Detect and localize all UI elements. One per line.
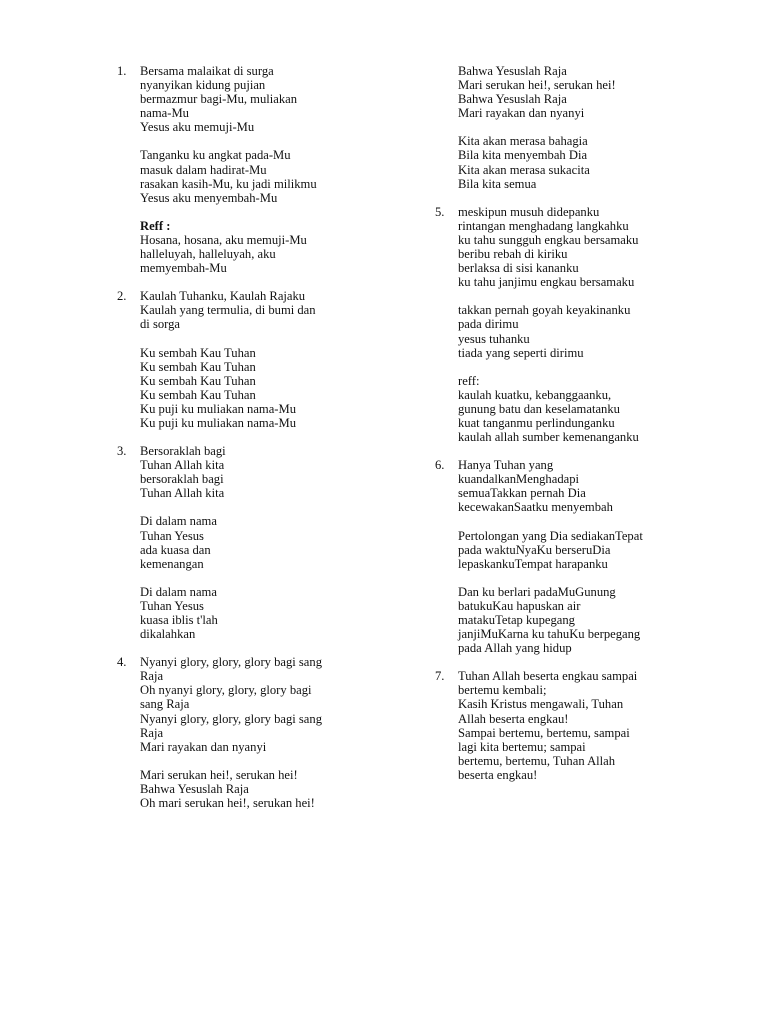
lyric-line: Ku sembah Kau Tuhan [140,359,256,374]
lyric-line: Tuhan Yesus [140,598,204,613]
refrain-label: Reff : [140,218,171,233]
refrain-label: reff: [458,373,480,388]
lyric-line: Dan ku berlari padaMuGunung [458,584,616,599]
lyric-line: Ku sembah Kau Tuhan [140,387,256,402]
lyric-line: Mari rayakan dan nyanyi [140,739,267,754]
lyric-line: meskipun musuh didepanku [458,204,600,219]
lyric-line: Yesus aku menyembah-Mu [140,190,278,205]
stanza [458,303,721,359]
song-3 [113,444,403,641]
lyric-line: Mari serukan hei!, serukan hei! [458,78,616,93]
lyric-line: ku tahu sungguh engkau bersamaku [458,232,639,247]
lyric-line: Mari rayakan dan nyanyi [458,106,585,121]
stanza [140,655,403,754]
stanza [140,514,403,570]
lyric-line: Nyanyi glory, glory, glory bagi sang [140,711,322,726]
song-number: 3. [117,444,127,459]
lyric-line: kaulah kuatku, kebanggaanku, [458,387,612,402]
lyric-line: halleluyah, halleluyah, aku [140,247,276,262]
lyric-line: Tanganku ku angkat pada-Mu [140,148,291,163]
song-1 [113,64,403,275]
lyric-line: Tuhan Allah beserta engkau sampai [458,669,638,684]
refrain [140,219,403,275]
lyric-line: Ku sembah Kau Tuhan [140,345,256,360]
song-number: 6. [435,458,445,473]
lyric-line: rasakan kasih-Mu, ku jadi milikmu [140,176,317,191]
stanza [140,585,403,641]
stanza [458,529,721,571]
lyric-line: Oh mari serukan hei!, serukan hei! [140,796,315,811]
song-7 [431,669,721,782]
lyric-line: Bahwa Yesuslah Raja [458,92,567,107]
lyric-line: di sorga [140,317,180,332]
lyric-line: Bersama malaikat di surga [140,64,274,78]
stanza [458,585,721,655]
stanza [140,768,403,810]
lyric-line: Bahwa Yesuslah Raja [458,64,567,78]
stanza [140,346,403,431]
lyric-line: pada dirimu [458,317,519,332]
stanza [458,458,721,514]
lyric-line: batukuKau hapuskan air [458,598,581,613]
song-6 [431,458,721,655]
lyric-line: pada waktuNyaKu berseruDia [458,542,611,557]
lyric-line: kuandalkanMenghadapi [458,472,579,487]
lyric-line: Raja [140,669,164,684]
lyric-line: Nyanyi glory, glory, glory bagi sang [140,655,322,670]
refrain [458,374,721,444]
lyric-line: gunung batu dan keselamatanku [458,401,620,416]
left-column [113,64,403,824]
lyric-line: kecewakanSaatku menyembah [458,500,613,515]
lyric-line: Ku sembah Kau Tuhan [140,373,256,388]
song-number: 1. [117,64,127,78]
lyric-line: takkan pernah goyah keyakinanku [458,303,631,318]
lyric-line: Kita akan merasa sukacita [458,162,590,177]
lyric-line: Kaulah yang termulia, di bumi dan [140,303,316,318]
song-number: 4. [117,655,127,670]
lyric-line: beribu rebah di kiriku [458,247,568,262]
song-number: 7. [435,669,445,684]
lyric-line: janjiMuKarna ku tahuKu berpegang [458,627,641,642]
lyric-line: ada kuasa dan [140,542,211,557]
lyric-line: tiada yang seperti dirimu [458,345,584,360]
lyric-line: semuaTakkan pernah Dia [458,486,586,501]
lyric-line: kuat tanganmu perlindunganku [458,415,615,430]
lyric-line: ku tahu janjimu engkau bersamaku [458,275,635,290]
lyric-line: bermazmur bagi-Mu, muliakan [140,92,298,107]
song-4-continuation [431,64,721,191]
right-column [431,64,721,796]
lyric-line: kaulah allah sumber kemenanganku [458,430,639,445]
song-number: 5. [435,204,445,219]
lyric-line: Kaulah Tuhanku, Kaulah Rajaku [140,289,306,304]
stanza [140,444,403,500]
lyric-line: matakuTetap kupegang [458,613,575,627]
lyric-line: Bersoraklah bagi [140,444,226,459]
lyric-line: Kita akan merasa bahagia [458,134,588,149]
stanza [140,289,403,331]
lyric-line: sang Raja [140,697,190,712]
lyric-line: nyanyikan kidung pujian [140,78,266,93]
lyric-line: kuasa iblis t'lah [140,613,218,627]
lyric-line: lagi kita bertemu; sampai [458,739,586,754]
song-2 [113,289,403,430]
lyric-line: berlaksa di sisi kananku [458,261,579,276]
lyric-line: Oh nyanyi glory, glory, glory bagi [140,683,312,698]
lyric-line: Hanya Tuhan yang [458,458,554,473]
lyric-line: Raja [140,725,164,740]
lyric-line: memyembah-Mu [140,261,227,276]
lyric-line: Bila kita menyembah Dia [458,148,588,163]
lyric-line: nama-Mu [140,106,189,121]
lyric-line: Yesus aku memuji-Mu [140,120,255,135]
lyric-line: bertemu kembali; [458,683,547,698]
lyric-line: kemenangan [140,556,204,571]
lyric-line: masuk dalam hadirat-Mu [140,162,267,177]
lyric-line: bertemu, bertemu, Tuhan Allah [458,753,616,768]
song-number: 2. [117,289,127,304]
lyric-line: Di dalam nama [140,584,217,599]
lyric-line: Mari serukan hei!, serukan hei! [140,767,298,782]
song-4 [113,655,403,810]
lyric-line: beserta engkau! [458,767,538,782]
stanza [458,669,721,782]
lyric-line: bersoraklah bagi [140,472,224,487]
song-5 [431,205,721,444]
stanza [140,148,403,204]
stanza [458,64,721,120]
stanza [140,64,403,134]
lyric-line: pada Allah yang hidup [458,641,572,656]
lyric-line: Ku puji ku muliakan nama-Mu [140,415,296,430]
lyric-line: Pertolongan yang Dia sediakanTepat [458,528,643,543]
lyric-line: Tuhan Allah kita [140,458,225,473]
lyric-line: Bahwa Yesuslah Raja [140,781,249,796]
lyric-line: Allah beserta engkau! [458,711,569,726]
lyric-line: rintangan menghadang langkahku [458,218,629,233]
lyric-line: Di dalam nama [140,514,217,529]
lyric-line: Tuhan Allah kita [140,486,225,501]
lyric-line: Kasih Kristus mengawali, Tuhan [458,697,624,712]
lyric-line: Ku puji ku muliakan nama-Mu [140,401,296,416]
lyric-line: Bila kita semua [458,176,537,191]
stanza [458,205,721,290]
lyric-line: yesus tuhanku [458,331,530,346]
lyric-line: Sampai bertemu, bertemu, sampai [458,725,630,740]
lyric-line: Hosana, hosana, aku memuji-Mu [140,232,307,247]
lyric-line: Tuhan Yesus [140,528,204,543]
stanza [458,134,721,190]
lyric-line: lepaskankuTempat harapanku [458,556,608,571]
lyric-line: dikalahkan [140,627,196,642]
